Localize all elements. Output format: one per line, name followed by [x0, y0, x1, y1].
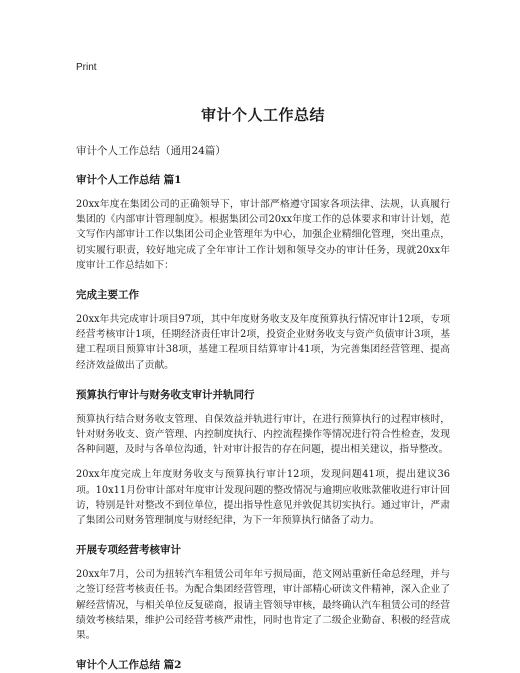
document-title: 审计个人工作总结 [200, 106, 325, 124]
section-heading: 开展专项经营考核审计 [76, 544, 181, 557]
section-heading: 完成主要工作 [76, 289, 139, 302]
document-subtitle: 审计个人工作总结（通用24篇） [76, 145, 226, 157]
section-heading: 审计个人工作总结 篇1 [76, 174, 182, 186]
document-content [76, 80, 450, 672]
paragraph: 预算执行结合财务收支管理、自保效益并轨进行审计，在进行预算执行的过程审核时，针对财务收支、资产管理、内控制度执行、内控流程操作等情况进行符合性检查，发现各种问题，及时与各单位沟通，针对审计报告的存在问题，提出相关建议，指导整改。 [76, 413, 450, 456]
section-heading: 预算执行审计与财务收支审计并轨同行 [76, 388, 255, 401]
paragraph: 20xx年7月，公司为扭转汽车租赁公司年年亏损局面，范文网站重新任命总经理，并与之签订经营考核责任书。为配合集团经营管理，审计部精心研读文件精神，深入企业了解经营情况，与相关单位反复磋商，报请主管领导审核，最终确认汽车租赁公司的经营绩效考核结果，维护公司经营考核严肃性，同时也肯定了二级企业勤奋、积极的经营成果。 [76, 569, 450, 642]
paragraph: 20xx年共完成审计项目97项，其中年度财务收支及年度预算执行情况审计12项，专项经营考核审计1项，任期经济责任审计2项，投资企业财务收支与资产负债审计3项，基建工程项目预算审计38项，基建工程项目结算审计41项，为完善集团经营管理、提高经济效益做出了贡献。 [76, 314, 450, 371]
print-label[interactable]: Print [76, 62, 97, 73]
paragraph: 20xx年度完成上年度财务收支与预算执行审计12项，发现问题41项，提出建议36项。10x11月份审计部对年度审计发现问题的整改情况与逾期应收账款催收进行审计回访，特别是针对整改不到位单位，提出指导性意见并敦促其切实执行。通过审计，严肃了集团公司财务管理制度与财经纪律，为下一年预算执行储备了动力。 [76, 469, 450, 527]
section-heading: 审计个人工作总结 篇2 [76, 659, 182, 672]
paragraph: 20xx年度在集团公司的正确领导下，审计部严格遵守国家各项法律、法规，认真履行集团的《内部审计管理制度》。根据集团公司20xx年度工作的总体要求和审计计划，范文写作内部审计工作以集团公司企业管理年为中心，加强企业精细化管理，突出重点，切实履行职责，较好地完成了全年审计工作计划和领导交办的审计任务，现就20xx年度审计工作总结如下： [76, 199, 450, 271]
